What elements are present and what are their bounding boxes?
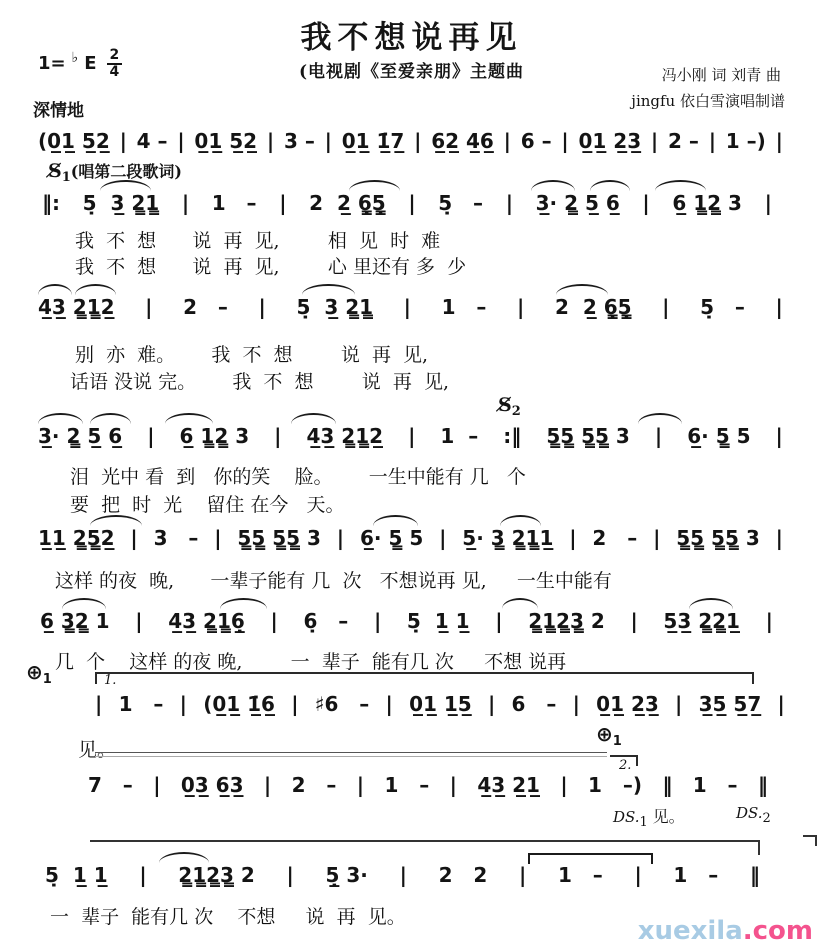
barline: | <box>642 191 650 215</box>
measure: 6 – <box>520 129 552 153</box>
key-time-signature <box>38 48 122 79</box>
barline: | <box>270 609 278 633</box>
ds-text: DS. <box>613 808 640 826</box>
watermark-name: xuexila <box>637 916 743 946</box>
barline: | <box>630 609 638 633</box>
credit-notation: jingfu 依白雪演唱制谱 <box>631 92 785 110</box>
music-line-7-first-ending <box>95 691 785 717</box>
ds1-lyric: 见。 <box>652 807 685 826</box>
measure: 2̳1̳2̳3̳ 2 <box>178 863 255 887</box>
measure: 1 – <box>692 773 738 797</box>
barline: ‖: <box>42 191 60 215</box>
segno-icon: S̸ <box>498 394 512 416</box>
lyric-line: 一 辈子 能有几 次 不想 说 再 见。 <box>50 906 406 928</box>
barline: | <box>517 295 525 319</box>
barline: | <box>408 191 416 215</box>
barline: | <box>336 526 345 550</box>
music-line-3 <box>38 294 783 320</box>
measure: 5̲̣ 3· <box>325 863 368 887</box>
barline: | <box>560 773 568 797</box>
melisma-line <box>95 752 607 757</box>
flat-icon: ♭ <box>71 49 79 66</box>
coda-2-number: 1 <box>612 734 622 749</box>
barline: | <box>373 609 382 633</box>
barline: | <box>775 129 783 153</box>
measure: 5̣ – <box>438 191 484 215</box>
slur-arc <box>531 180 575 191</box>
coda-1-marker <box>26 660 52 687</box>
barline: | <box>403 295 411 319</box>
key-prefix: 1= <box>38 53 66 75</box>
barline: | <box>775 526 783 550</box>
barline: | <box>179 692 187 716</box>
slur-arc <box>38 413 83 424</box>
barline: | <box>286 863 294 887</box>
music-line-intro <box>38 128 783 154</box>
segno-1-number: 1 <box>61 170 71 185</box>
barline: | <box>408 424 416 448</box>
barline: | <box>153 773 161 797</box>
barline: | <box>775 424 783 448</box>
barline: | <box>765 609 773 633</box>
barline: | <box>385 692 393 716</box>
song-title: 我不想说再见 <box>300 20 523 56</box>
measure: 2 – <box>668 129 699 153</box>
measure: 5̣ 3̲ 2̳1̳ <box>296 295 374 319</box>
segno-icon: S̸ <box>48 160 62 182</box>
barline: | <box>662 295 670 319</box>
measure: 2 2̲ 6̳̣5̳̣ <box>309 191 386 215</box>
barline: | <box>356 773 365 797</box>
slur-arc <box>302 284 354 295</box>
coda-icon: ⊕ <box>596 722 613 746</box>
measure: 6̲ 1̳2̳ 3 <box>672 191 742 215</box>
measure: 5̳5̳ 5̳5̳ 3 <box>676 526 760 550</box>
measure: 5̣ – <box>700 295 745 319</box>
measure: 1 – <box>384 773 430 797</box>
slur-arc <box>75 284 116 295</box>
measure: 3 – <box>153 526 199 550</box>
measure: 3 – <box>283 129 315 153</box>
measure: 6̲ 3̳2̳ 1 <box>40 609 110 633</box>
barline: | <box>177 129 185 153</box>
barline: | <box>135 609 143 633</box>
measure: 4 – <box>136 129 168 153</box>
barline: | <box>634 863 642 887</box>
time-bottom: 4 <box>109 63 120 80</box>
measure: 0̲1̲ 1̲5̲ <box>409 692 472 716</box>
music-line-final <box>45 862 760 888</box>
measure: 5̣ 1̲ 1̲ <box>45 863 108 887</box>
barline: | <box>95 692 103 716</box>
barline: | <box>399 863 407 887</box>
measure: 4̲3̲ 2̲1̲ <box>477 773 540 797</box>
time-signature <box>107 48 123 79</box>
measure: 6̲2̲ 4̲6̲ <box>431 129 494 153</box>
slur-arc <box>165 413 213 424</box>
measure: 6̣ – <box>303 609 349 633</box>
key-note: E <box>84 53 97 75</box>
measure: 4̲3̲ 2̳1̳6̲̣ <box>168 609 245 633</box>
slur-arc <box>220 598 268 609</box>
expression-marking: 深情地 <box>33 101 84 121</box>
measure: 0̲1̲ 2̲3̲ <box>596 692 659 716</box>
lyric-line: 几 个 这样 的夜 晚, 一 辈子 能有几 次 不想 说再 <box>55 651 567 673</box>
measure: 5̣ 3̲ 2̳1̳ <box>82 191 160 215</box>
measure: 1 – <box>118 692 164 716</box>
lyric-line: 话语 没说 完。 我 不 想 说 再 见, <box>70 371 449 393</box>
ds2-number: 2 <box>762 811 771 826</box>
barline: | <box>572 692 580 716</box>
time-top: 2 <box>107 48 123 65</box>
measure: 3̲· 2̳ 5̲ 6̲ <box>38 424 123 448</box>
coda-icon: ⊕ <box>26 660 43 684</box>
barline: | <box>449 773 457 797</box>
slur-arc <box>62 598 106 609</box>
lyric-line: 见。 <box>78 739 117 761</box>
measure: 0̲1̲ 5̲2̲ <box>194 129 258 153</box>
music-line-5 <box>38 525 783 551</box>
measure: (0̲1̲ 5̲2̲ <box>38 129 110 153</box>
music-line-8 <box>88 772 768 798</box>
measure: 1̲1̲ 2̳5̳2̲ <box>38 526 115 550</box>
measure: 1 –) <box>725 129 766 153</box>
barline: | <box>266 129 275 153</box>
barline: | <box>775 295 783 319</box>
measure: 1 – <box>441 295 487 319</box>
lyric-line: 别 亦 难。 我 不 想 说 再 见, <box>75 344 429 366</box>
barline: :‖ <box>503 424 522 448</box>
measure: 1 – <box>440 424 479 448</box>
slur-arc <box>90 413 131 424</box>
music-line-6 <box>40 608 773 634</box>
measure: 2 – <box>291 773 337 797</box>
measure: 0̲1̲ 1̲̇7̲ <box>341 129 405 153</box>
tie-bracket <box>528 853 654 864</box>
barline: | <box>569 526 577 550</box>
lyric-line: 要 把 时 光 留住 在今 天。 <box>70 494 345 516</box>
measure: 5̣ 1̲ 1̲ <box>406 609 470 633</box>
credit-words-music: 冯小刚 词 刘青 曲 <box>661 66 781 84</box>
barline: | <box>503 129 511 153</box>
slur-arc <box>500 515 541 526</box>
measure: 1 – <box>673 863 719 887</box>
ds-text: DS. <box>736 804 763 822</box>
barline: | <box>291 692 299 716</box>
slur-arc <box>349 180 400 191</box>
measure: 2̳1̳2̳3̳ 2 <box>528 609 605 633</box>
barline: | <box>145 295 153 319</box>
measure: (0̲1̲ 1̲̇6̲ <box>203 692 275 716</box>
slur-arc <box>373 515 418 526</box>
barline: ‖ <box>757 773 768 797</box>
barline: | <box>274 424 282 448</box>
music-line-4 <box>38 423 783 449</box>
coda-2-marker <box>596 722 622 749</box>
measure: 6̲· 5̳ 5 <box>359 526 424 550</box>
slur-arc <box>638 413 683 424</box>
slur-arc <box>655 180 706 191</box>
barline: | <box>439 526 447 550</box>
barline: | <box>505 191 513 215</box>
measure: 1 – <box>211 191 257 215</box>
lyric-line: 我 不 想 说 再 见, 心 里还有 多 少 <box>75 256 467 278</box>
barline: | <box>279 191 287 215</box>
first-ending-label: 1. <box>104 673 117 688</box>
measure: 5̳5̳ 5̳5̳ 3 <box>237 526 321 550</box>
corner-tick <box>803 835 817 846</box>
slur-arc <box>590 180 630 191</box>
barline: | <box>147 424 155 448</box>
measure: 1 – <box>557 863 603 887</box>
measure: 5̲3̲ 2̳2̳1̲ <box>663 609 740 633</box>
barline: | <box>139 863 147 887</box>
barline: | <box>487 692 496 716</box>
barline: | <box>181 191 190 215</box>
lyric-line: 我 不 想 说 再 见, 相 见 时 难 <box>75 230 441 252</box>
barline: | <box>675 692 683 716</box>
barline: | <box>214 526 222 550</box>
barline: ‖ <box>749 863 760 887</box>
slur-arc <box>38 284 72 295</box>
slur-arc <box>689 598 733 609</box>
lyric-line: 这样 的夜 晚, 一辈子能有 几 次 不想说再 见, 一生中能有 <box>55 570 612 592</box>
measure: 6̲ 1̳2̳ 3 <box>179 424 250 448</box>
measure: 0̲3̲ 6̲3̲ <box>180 773 244 797</box>
measure: 3̲5̲ 5̲7̲ <box>698 692 762 716</box>
measure: 6 – <box>511 692 557 716</box>
ds1-number: 1 <box>639 815 648 830</box>
barline: | <box>414 129 422 153</box>
ds2-label <box>736 804 771 826</box>
barline: | <box>495 609 503 633</box>
watermark <box>638 916 813 946</box>
barline: | <box>654 424 663 448</box>
music-line-2 <box>42 190 772 216</box>
measure: 5̲· 3̳ 2̳1̳1̲ <box>462 526 554 550</box>
segno-1-note: (唱第二段歌词) <box>70 162 182 181</box>
measure: 4̲3̲ 2̳1̳2̲ <box>38 295 115 319</box>
measure: 7 – <box>88 773 133 797</box>
barline: ‖ <box>662 773 673 797</box>
measure: 2 – <box>592 526 638 550</box>
slur-arc <box>291 413 336 424</box>
measure: 1 –) <box>588 773 642 797</box>
segno-2-marker <box>498 394 521 419</box>
slur-arc <box>502 598 539 609</box>
measure: 2 2̲ 6̳̣5̳̣ <box>554 295 632 319</box>
measure: 6̲· 5̳ 5 <box>687 424 751 448</box>
barline: | <box>650 129 659 153</box>
song-subtitle: (电视剧《至爱亲朋》主题曲 <box>298 62 525 82</box>
barline: | <box>130 526 138 550</box>
first-ending-bracket <box>95 672 754 684</box>
measure: 5̳5̳ 5̳5̳ 3 <box>546 424 630 448</box>
barline: | <box>119 129 127 153</box>
barline: | <box>518 863 527 887</box>
measure: 2 2 <box>438 863 488 887</box>
barline: | <box>324 129 332 153</box>
slur-arc <box>556 284 608 295</box>
barline: | <box>258 295 266 319</box>
ds1-label <box>613 804 685 830</box>
measure: 0̲1̲ 2̲3̲ <box>578 129 642 153</box>
barline: | <box>708 129 716 153</box>
barline: | <box>777 692 785 716</box>
measure: 4̲3̲ 2̳1̳2̲ <box>306 424 384 448</box>
second-ending-label: 2. <box>619 758 632 773</box>
measure: 3̲· 2̳ 5̲ 6̲ <box>535 191 620 215</box>
lyric-line: 泪 光中 看 到 你的笑 脸。 一生中能有 几 个 <box>70 466 526 488</box>
coda-1-number: 1 <box>42 672 52 687</box>
segno-2-number: 2 <box>511 404 521 419</box>
barline: | <box>263 773 272 797</box>
measure: ♯6 – <box>314 692 370 716</box>
watermark-tld: .com <box>742 916 813 946</box>
measure: 2 – <box>183 295 228 319</box>
barline: | <box>653 526 661 550</box>
barline: | <box>561 129 569 153</box>
barline: | <box>764 191 772 215</box>
